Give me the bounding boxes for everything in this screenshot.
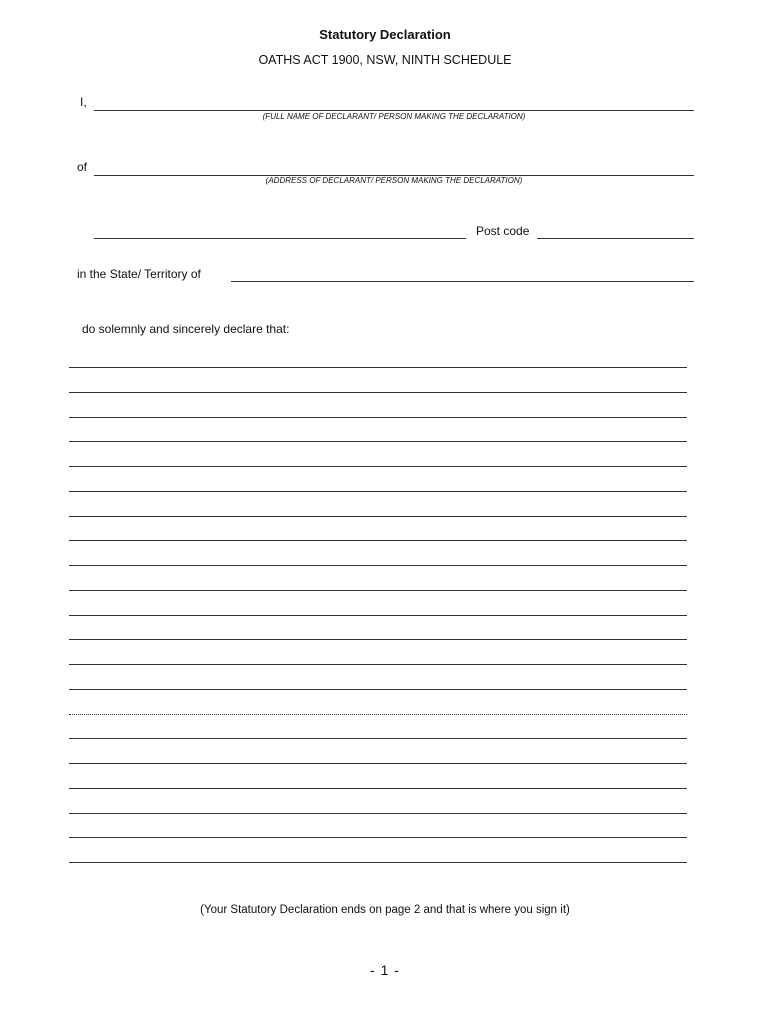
declaration-line[interactable]: [69, 540, 687, 541]
declaration-line[interactable]: [69, 590, 687, 591]
declaration-line[interactable]: [69, 763, 687, 764]
declaration-line[interactable]: [69, 491, 687, 492]
declaration-line[interactable]: [69, 738, 687, 739]
declaration-line[interactable]: [69, 466, 687, 467]
address-caption: (ADDRESS OF DECLARANT/ PERSON MAKING THE DECLARATION): [265, 176, 523, 185]
declaration-line[interactable]: [69, 813, 687, 814]
declaration-intro: do solemnly and sincerely declare that:: [82, 322, 290, 336]
declaration-line[interactable]: [69, 367, 687, 368]
state-territory-field[interactable]: [231, 281, 694, 282]
declaration-line[interactable]: [69, 689, 687, 690]
footer-note: (Your Statutory Declaration ends on page 2 and that is where you sign it): [200, 904, 570, 916]
declaration-line[interactable]: [69, 441, 687, 442]
declaration-line[interactable]: [69, 714, 687, 715]
page-subtitle: OATHS ACT 1900, NSW, NINTH SCHEDULE: [258, 53, 512, 67]
postcode-label: Post code: [476, 224, 530, 238]
state-territory-label: in the State/ Territory of: [77, 267, 201, 281]
full-name-field[interactable]: [94, 110, 694, 111]
declaration-line[interactable]: [69, 664, 687, 665]
page-title: Statutory Declaration: [319, 27, 451, 42]
declaration-line[interactable]: [69, 639, 687, 640]
declaration-line[interactable]: [69, 615, 687, 616]
page-number: - 1 -: [370, 962, 400, 978]
declaration-line[interactable]: [69, 392, 687, 393]
declaration-line[interactable]: [69, 417, 687, 418]
postcode-field[interactable]: [537, 238, 694, 239]
declaration-line[interactable]: [69, 837, 687, 838]
address-label: of: [77, 160, 88, 174]
declaration-line[interactable]: [69, 565, 687, 566]
address-line-2-field[interactable]: [94, 238, 466, 239]
full-name-caption: (FULL NAME OF DECLARANT/ PERSON MAKING THE DECLARATION): [262, 112, 526, 121]
declaration-line[interactable]: [69, 788, 687, 789]
declaration-line[interactable]: [69, 862, 687, 863]
declaration-line[interactable]: [69, 516, 687, 517]
name-label: I,: [80, 95, 87, 109]
